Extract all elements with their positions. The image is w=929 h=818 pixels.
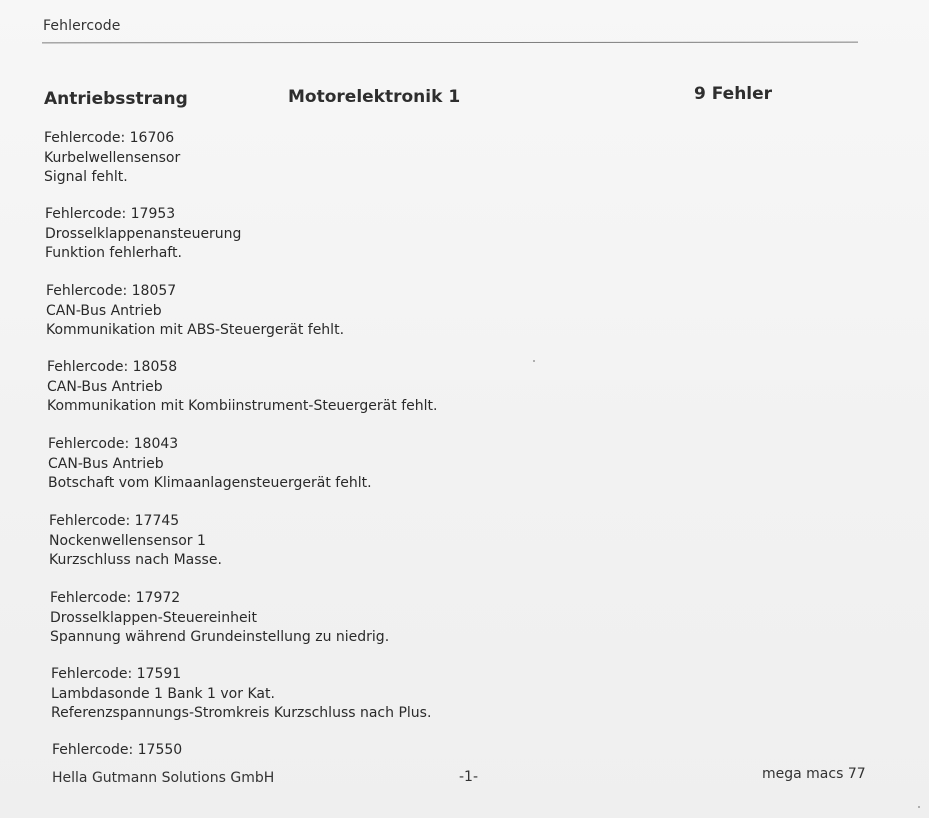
fault-code: Fehlercode: 18057 [46,283,177,299]
fault-entry [51,665,431,724]
footer-page-number: -1- [459,769,479,785]
scan-speck [918,806,920,808]
page-header-title: Fehlercode [43,18,121,34]
fault-entry [45,205,241,264]
fault-description: Kurzschluss nach Masse. [49,552,222,568]
fault-entry [46,282,344,341]
fault-component: CAN-Bus Antrieb [46,302,162,319]
fault-description: Kommunikation mit Kombiinstrument-Steuergerät fehlt. [47,398,438,414]
fault-component: Lambdasonde 1 Bank 1 vor Kat. [51,685,275,702]
section-heading-row [0,84,929,114]
fault-description: Kommunikation mit ABS-Steuergerät fehlt. [46,322,345,338]
fault-component: Drosselklappen-Steuereinheit [50,609,257,626]
fault-description: Spannung während Grundeinstellung zu niedrig. [50,629,390,645]
header-divider [42,42,858,44]
fault-component: Nockenwellensensor 1 [49,532,206,549]
fault-description: Funktion fehlerhaft. [45,245,182,261]
fault-entry [50,589,389,648]
fault-code: Fehlercode: 18043 [48,436,179,452]
fault-description: Referenzspannungs-Stromkreis Kurzschluss nach Plus. [51,705,432,721]
page-footer [0,764,929,788]
fault-code: Fehlercode: 17550 [52,742,183,758]
scan-speck [533,360,535,362]
fault-component: CAN-Bus Antrieb [47,378,163,395]
fault-component: Kurbelwellensensor [44,149,181,166]
footer-company: Hella Gutmann Solutions GmbH [52,770,275,786]
fault-entry [48,435,372,494]
fault-entry [47,358,437,417]
fault-count: 9 Fehler [694,84,773,104]
fault-code: Fehlercode: 17953 [45,206,176,222]
fault-code: Fehlercode: 17972 [50,590,181,606]
fault-component: Drosselklappenansteuerung [45,225,242,242]
fault-code: Fehlercode: 16706 [44,130,175,146]
fault-description: Botschaft vom Klimaanlagensteuergerät fehlt. [48,475,372,491]
fault-code: Fehlercode: 17591 [51,666,182,682]
fault-component: CAN-Bus Antrieb [48,455,164,472]
fault-code: Fehlercode: 18058 [47,359,178,375]
system-heading: Antriebsstrang [44,89,188,109]
fault-description: Signal fehlt. [44,169,128,185]
module-heading: Motorelektronik 1 [288,87,461,107]
fault-code: Fehlercode: 17745 [49,513,180,529]
fault-entry [52,741,182,761]
fault-entry [49,512,222,571]
fault-entry [44,129,180,188]
footer-device-name: mega macs 77 [762,766,866,782]
